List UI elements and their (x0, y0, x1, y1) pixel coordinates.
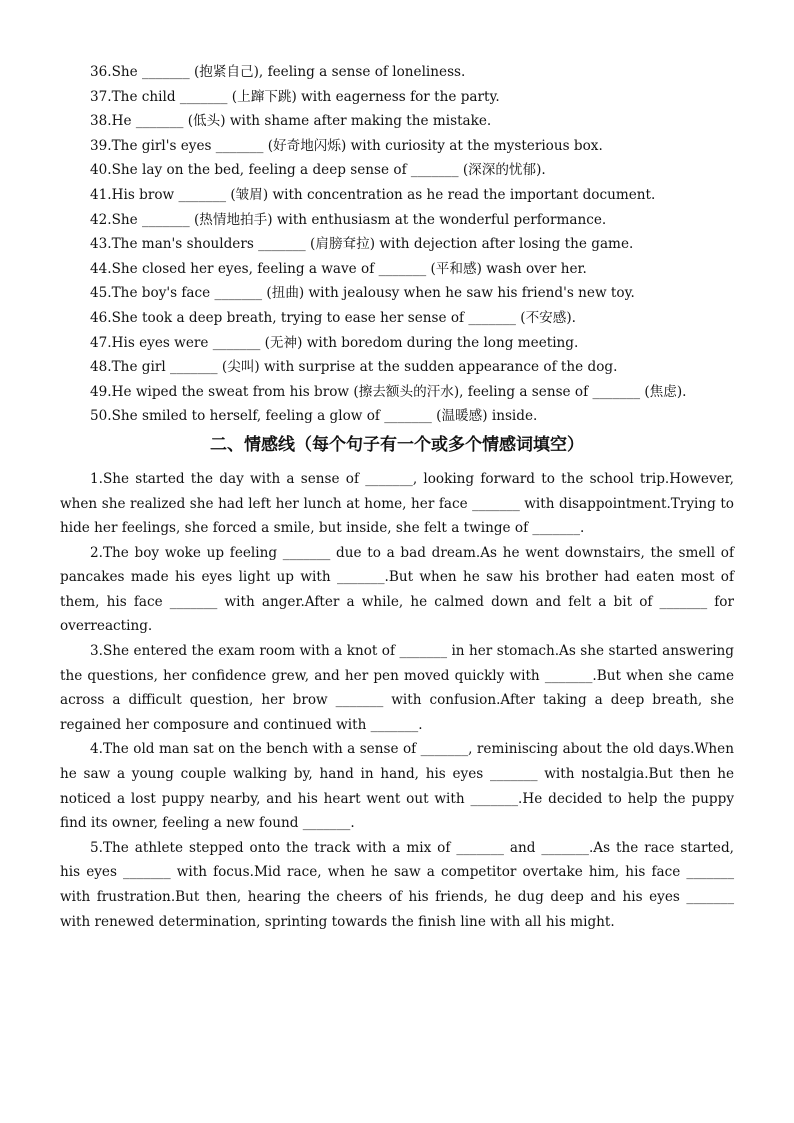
worksheet-content (60, 60, 734, 934)
sentence-38: 38.He _______ (低头) with shame after making the mistake. (90, 113, 492, 130)
sentence-39: 39.The girl's eyes _______ (好奇地闪烁) with curiosity at the mysterious box. (90, 137, 603, 154)
sentence-40: 40.She lay on the bed, feeling a deep sense of _______ (深深的忧郁). (90, 162, 546, 179)
paragraph-4: 4.The old man sat on the bench with a sense of _______, reminiscing about the old days.When he saw a young couple walking by, hand in hand, his eyes _______ with nostalgia.But then he noticed a lost puppy nearby, and his heart went out with _______.He decided to help the puppy find its owner, feeling a new found _______. (60, 741, 734, 832)
sentence-48: 48.The girl _______ (尖叫) with surprise at the sudden appearance of the dog. (90, 359, 618, 376)
paragraph-3: 3.She entered the exam room with a knot of _______ in her stomach.As she started answering the questions, her confidence grew, and her pen moved quickly with _______.But when she came across a difficult question, her brow _______ with confusion.After taking a deep breath, she regained her composure and continued with _______. (60, 643, 734, 733)
sentence-49: 49.He wiped the sweat from his brow (擦去额头的汗水), feeling a sense of _______ (焦虑). (90, 383, 687, 400)
paragraph-5: 5.The athlete stepped onto the track with a mix of _______ and _______.As the race started, his eyes _______ with focus.Mid race, when he saw a competitor overtake him, his face _______ with frustration.But then, hearing the cheers of his friends, he dug deep and his eyes _______ with renewed determination, sprinting towards the finish line with all his might. (60, 839, 734, 930)
sentence-36: 36.She _______ (抱紧自己), feeling a sense of loneliness. (90, 64, 466, 80)
sentence-41: 41.His brow _______ (皱眉) with concentration as he read the important document. (90, 186, 656, 203)
sentence-44: 44.She closed her eyes, feeling a wave of _______ (平和感) wash over her. (90, 260, 587, 277)
section-title: 二、情感线（每个句子有一个或多个情感词填空） (210, 434, 584, 455)
sentence-42: 42.She _______ (热情地拍手) with enthusiasm at the wonderful performance. (90, 211, 607, 228)
paragraph-2: 2.The boy woke up feeling _______ due to a bad dream.As he went downstairs, the smell of pancakes made his eyes light up with _______.But when he saw his brother had eaten most of them, his face _______ with anger.After a while, he calmed down and felt a bit of _______ for overreacting. (60, 544, 734, 635)
paragraph-1: 1.She started the day with a sense of _______, looking forward to the school trip.However, when she realized she had left her lunch at home, her face _______ with disappointment.Trying to hide her feelings, she forced a smile, but inside, she felt a twinge of _______. (60, 470, 734, 537)
sentence-47: 47.His eyes were _______ (无神) with boredom during the long meeting. (90, 334, 579, 351)
sentence-46: 46.She took a deep breath, trying to ease her sense of _______ (不安感). (90, 309, 576, 326)
sentence-43: 43.The man's shoulders _______ (肩膀耷拉) with dejection after losing the game. (90, 236, 634, 253)
sentence-37: 37.The child _______ (上蹿下跳) with eagerness for the party. (90, 88, 500, 105)
sentence-45: 45.The boy's face _______ (扭曲) with jealousy when he saw his friend's new toy. (90, 285, 635, 302)
sentence-50: 50.She smiled to herself, feeling a glow of _______ (温暖感) inside. (90, 408, 538, 425)
